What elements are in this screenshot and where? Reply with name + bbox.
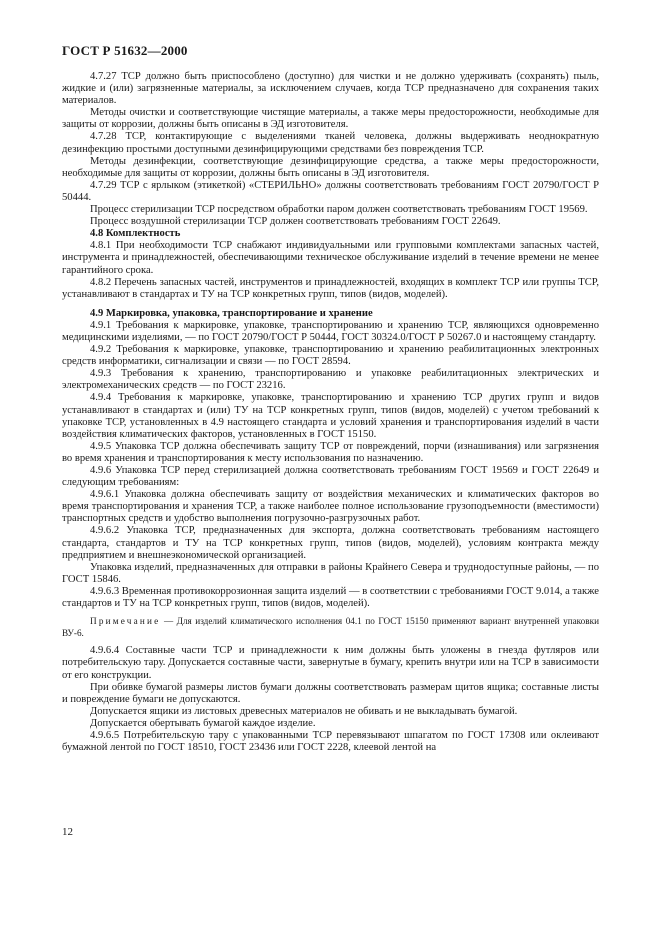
paragraph: Методы дезинфекции, соответствующие дезинфицирующие средства, а также меры предосторожности, необходимые для защиты от коррозии, должны быть описаны в ЭД изготовителя. (62, 155, 599, 179)
page-header-title: ГОСТ Р 51632—2000 (62, 43, 188, 58)
paragraph: Допускается обертывать бумагой каждое изделие. (90, 717, 316, 729)
paragraph: 4.7.28 ТСР, контактирующие с выделениями тканей человека, должны выдерживать неоднократную дезинфекцию простыми доступными дезинфицирующими средствами без повреждения ТСР. (62, 131, 599, 155)
paragraph: При обивке бумагой размеры листов бумаги должны соответствовать размерам щитов ящика; составные листы и повреждение бумаги не допускаются. (62, 681, 599, 705)
note-text: — Для изделий климатического исполнения 04.1 по ГОСТ 15150 применяют вариант внутренней упаковки ВУ-6. (62, 616, 599, 638)
paragraph: 4.9.4 Требования к маркировке, упаковке, транспортированию и хранению ТСР других групп и видов устанавливают в стандартах и (или) ТУ на ТСР конкретных групп, типов (видов, моделей) с учетом требований к упаковке ТСР, установленных в 4.9 настоящего стандарта и условий хранения и транспортирования изделий в части воздействия климатических факторов, установленных в ГОСТ 15150. (62, 392, 599, 440)
paragraph: 4.8.2 Перечень запасных частей, инструментов и принадлежностей, входящих в комплект ТСР или группы ТСР, устанавливают в стандартах и ТУ на ТСР конкретных групп, типов (видов, моделей). (62, 276, 599, 300)
document-body (62, 71, 599, 754)
paragraph: 4.9.1 Требования к маркировке, упаковке, транспортированию и хранению ТСР, являющихся одновременно медицинскими изделиями, — по ГОСТ 20790/ГОСТ Р 50444, ГОСТ 30324.0/ГОСТ Р 50267.0 и настоящему стандарту. (62, 319, 599, 343)
paragraph: 4.9.6.1 Упаковка должна обеспечивать защиту от воздействия механических и климатических факторов во время транспортирования и хранения ТСР, а также наиболее полное использование грузоподъемности (вместимости) транспортных средств и удобство выполнения погрузочно-разгрузочных работ. (62, 489, 599, 525)
paragraph: 4.7.29 ТСР с ярлыком (этикеткой) «СТЕРИЛЬНО» должны соответствовать требованиям ГОСТ 20790/ГОСТ Р 50444. (62, 179, 599, 203)
paragraph: 4.9.3 Требования к хранению, транспортированию и упаковке реабилитационных электрических и электромеханических средств — по ГОСТ 23216. (62, 368, 599, 392)
paragraph: Допускается ящики из листовых древесных материалов не обивать и не выкладывать бумагой. (90, 705, 518, 717)
paragraph: 4.9.6.5 Потребительскую тару с упакованными ТСР перевязывают шпагатом по ГОСТ 17308 или оклеивают бумажной лентой по ГОСТ 18510, ГОСТ 23436 или ГОСТ 2228, клеевой лентой на (62, 729, 599, 754)
note-paragraph (62, 616, 599, 639)
section-heading: 4.8 Комплектность (90, 228, 181, 240)
paragraph: 4.7.27 ТСР должно быть приспособлено (доступно) для чистки и не должно удерживать (сохранять) пыль, жидкие и (или) загрязненные материалы, за исключением случаев, когда ТСР предназначено для сохранения таких материалов. (62, 71, 599, 107)
paragraph: 4.9.6 Упаковка ТСР перед стерилизацией должна соответствовать требованиям ГОСТ 19569 и ГОСТ 22649 и следующим требованиям: (62, 465, 599, 489)
paragraph: Процесс воздушной стерилизации ТСР должен соответствовать требованиям ГОСТ 22649. (90, 216, 501, 228)
note-label: Примечание (90, 616, 161, 627)
section-heading: 4.9 Маркировка, упаковка, транспортирование и хранение (90, 307, 373, 319)
paragraph: Процесс стерилизации ТСР посредством обработки паром должен соответствовать требованиям ГОСТ 19569. (90, 204, 588, 216)
paragraph: 4.9.5 Упаковка ТСР должна обеспечивать защиту ТСР от повреждений, порчи (изнашивания) или загрязнения во время хранения и транспортирования к месту использования по назначению. (62, 440, 599, 464)
paragraph: Методы очистки и соответствующие чистящие материалы, а также меры предосторожности, необходимые для защиты от коррозии, должны быть описаны в ЭД изготовителя. (62, 107, 599, 131)
paragraph: 4.8.1 При необходимости ТСР снабжают индивидуальными или групповыми комплектами запасных частей, инструмента и принадлежностей, обеспечивающими техническое обслуживание изделий в течение времени не менее гарантийного срока. (62, 240, 599, 276)
paragraph: 4.9.6.2 Упаковка ТСР, предназначенных для экспорта, должна соответствовать требованиям настоящего стандарта, стандартов и ТУ на ТСР конкретных групп, типов (видов, моделей), условиям контракта между предприятием и внешнеэкономической организацией. (62, 525, 599, 561)
paragraph: 4.9.6.3 Временная противокоррозионная защита изделий — в соответствии с требованиями ГОСТ 9.014, а также стандартов и ТУ на ТСР конкретных групп, типов (видов, моделей). (62, 585, 599, 610)
paragraph: 4.9.2 Требования к маркировке, упаковке, транспортированию и хранению реабилитационных электронных средств информатики, сигнализации и связи — по ГОСТ 28594. (62, 344, 599, 368)
paragraph: 4.9.6.4 Составные части ТСР и принадлежности к ним должны быть уложены в гнезда футляров или потребительскую тару. Допускается составные части, завернутые в бумагу, крепить внутри или на ТСР в зависимости от его конструкции. (62, 645, 599, 681)
paragraph: Упаковка изделий, предназначенных для отправки в районы Крайнего Севера и труднодоступные районы, — по ГОСТ 15846. (62, 561, 599, 585)
page-number: 12 (62, 826, 73, 838)
